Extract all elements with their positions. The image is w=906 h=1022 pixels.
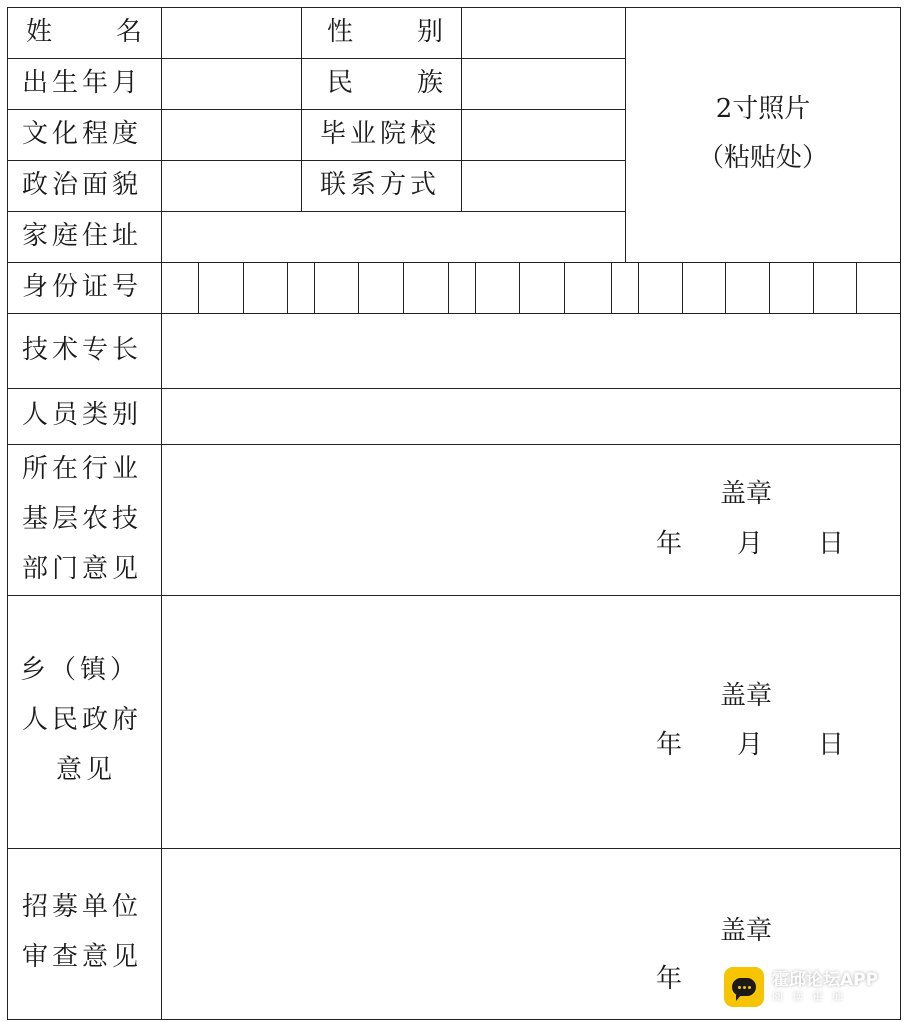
industry-opinion-label: 基层农技 [22, 504, 143, 534]
id-digit-divider [358, 262, 359, 313]
grid-line [7, 1019, 901, 1020]
date-month: 月 [737, 529, 764, 559]
grid-line [161, 7, 162, 1020]
grid-line [7, 848, 901, 849]
id-number-label: 身份证号 [22, 272, 143, 302]
grid-line [7, 595, 901, 596]
contact-label: 联系方式 [320, 170, 441, 200]
id-digit-divider [564, 262, 565, 313]
grid-line [7, 388, 901, 389]
school-label: 毕业院校 [320, 119, 441, 149]
id-digit-divider [638, 262, 639, 313]
grid-line [7, 7, 8, 1020]
grid-line [7, 262, 901, 263]
ethnicity-label: 民 族 [327, 68, 448, 98]
id-digit-divider [448, 262, 449, 313]
date-day: 日 [818, 730, 845, 760]
township-opinion-label: 人民政府 [22, 705, 143, 735]
grid-line [7, 211, 626, 212]
date-month: 月 [737, 730, 764, 760]
seal-label: 盖章 [720, 681, 773, 711]
grid-line [461, 7, 462, 211]
id-digit-divider [682, 262, 683, 313]
recruiter-opinion-label: 招募单位 [22, 892, 143, 922]
grid-line [7, 313, 901, 314]
id-digit-divider [198, 262, 199, 313]
date-day: 日 [818, 529, 845, 559]
birth-label: 出生年月 [22, 68, 143, 98]
watermark-subtitle: 阅读霍邱 [772, 990, 852, 1003]
id-digit-divider [243, 262, 244, 313]
date-year: 年 [656, 529, 683, 559]
education-label: 文化程度 [22, 119, 143, 149]
address-label: 家庭住址 [22, 221, 143, 251]
grid-line [7, 58, 626, 59]
seal-label: 盖章 [720, 479, 773, 509]
id-digit-divider [611, 262, 612, 313]
watermark-title: 霍邱论坛APP [772, 970, 879, 990]
gender-label: 性 别 [327, 17, 448, 47]
id-digit-divider [403, 262, 404, 313]
id-digit-divider [856, 262, 857, 313]
recruiter-opinion-label: 审查意见 [22, 942, 143, 972]
industry-opinion-label: 部门意见 [22, 554, 143, 584]
photo-label: 2寸照片 [715, 94, 811, 124]
township-opinion-label: 意见 [56, 755, 117, 785]
industry-opinion-label: 所在行业 [22, 454, 143, 484]
grid-line [301, 7, 302, 211]
chat-bubble-icon [724, 967, 764, 1007]
photo-paste-hint: （粘贴处） [697, 143, 828, 173]
id-digit-divider [519, 262, 520, 313]
id-digit-divider [475, 262, 476, 313]
name-label: 姓 名 [26, 17, 147, 47]
skill-label: 技术专长 [22, 335, 143, 365]
grid-line [7, 444, 901, 445]
app-watermark [724, 962, 894, 1012]
date-year: 年 [656, 964, 683, 994]
date-year: 年 [656, 730, 683, 760]
politics-label: 政治面貌 [22, 170, 143, 200]
township-opinion-label: 乡（镇） [20, 655, 141, 685]
id-digit-divider [287, 262, 288, 313]
grid-line [7, 7, 901, 8]
id-digit-divider [725, 262, 726, 313]
grid-line [7, 109, 626, 110]
seal-label: 盖章 [720, 916, 773, 946]
id-digit-divider [813, 262, 814, 313]
category-label: 人员类别 [22, 400, 143, 430]
grid-line [7, 160, 626, 161]
grid-line [625, 7, 626, 262]
grid-line [900, 7, 901, 1020]
id-digit-divider [314, 262, 315, 313]
id-digit-divider [769, 262, 770, 313]
